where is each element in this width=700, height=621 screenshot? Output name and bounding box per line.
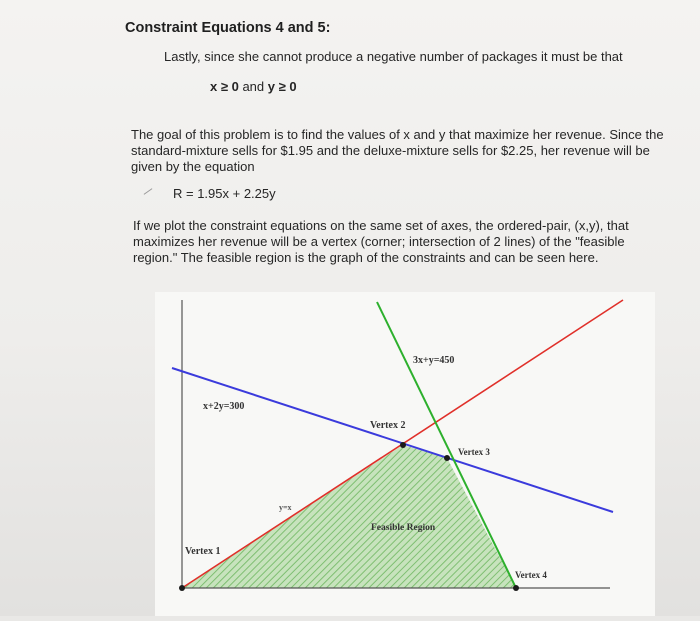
paragraph-goal-line-1: The goal of this problem is to find the values of x and y that maximize her revenue. Since the <box>131 127 664 142</box>
label-vertex-3: Vertex 3 <box>458 447 490 457</box>
label-x-plus-2y: x+2y=300 <box>203 401 245 412</box>
paragraph-plot-line-1: If we plot the constraint equations on the same set of axes, the ordered-pair, (x,y), that <box>133 218 629 233</box>
paragraph-goal-line-3: given by the equation <box>131 159 255 174</box>
nonnegativity-constraint <box>210 79 297 94</box>
feasible-region-graph <box>155 292 655 616</box>
label-vertex-4: Vertex 4 <box>515 570 547 580</box>
pen-mark <box>144 188 153 195</box>
paragraph-plot-line-2: maximizes her revenue will be a vertex (corner; intersection of 2 lines) of the "feasible <box>133 234 625 249</box>
x-nonneg: x ≥ 0 <box>210 79 239 94</box>
revenue-equation: R = 1.95x + 2.25y <box>173 186 276 201</box>
graph-svg <box>155 292 655 616</box>
feasible-region <box>182 445 516 588</box>
and-word: and <box>242 79 265 94</box>
y-nonneg: y ≥ 0 <box>267 79 297 94</box>
paragraph-nonnegativity: Lastly, since she cannot produce a negative number of packages it must be that <box>164 49 623 64</box>
paragraph-goal-line-2: standard-mixture sells for $1.95 and the deluxe-mixture sells for $2.25, her revenue will be <box>131 143 650 158</box>
label-vertex-2: Vertex 2 <box>370 420 406 431</box>
vertex-1-dot <box>179 585 185 591</box>
label-y-equals-x: y=x <box>279 503 292 512</box>
label-vertex-1: Vertex 1 <box>185 546 221 557</box>
vertex-4-dot <box>513 585 519 591</box>
section-heading: Constraint Equations 4 and 5: <box>125 20 331 36</box>
label-3x-plus-y: 3x+y=450 <box>413 355 455 366</box>
label-feasible-region: Feasible Region <box>371 523 436 533</box>
vertex-2-dot <box>400 442 406 448</box>
paragraph-plot-line-3: region." The feasible region is the graph of the constraints and can be seen here. <box>133 250 599 265</box>
vertex-3-dot <box>444 455 450 461</box>
